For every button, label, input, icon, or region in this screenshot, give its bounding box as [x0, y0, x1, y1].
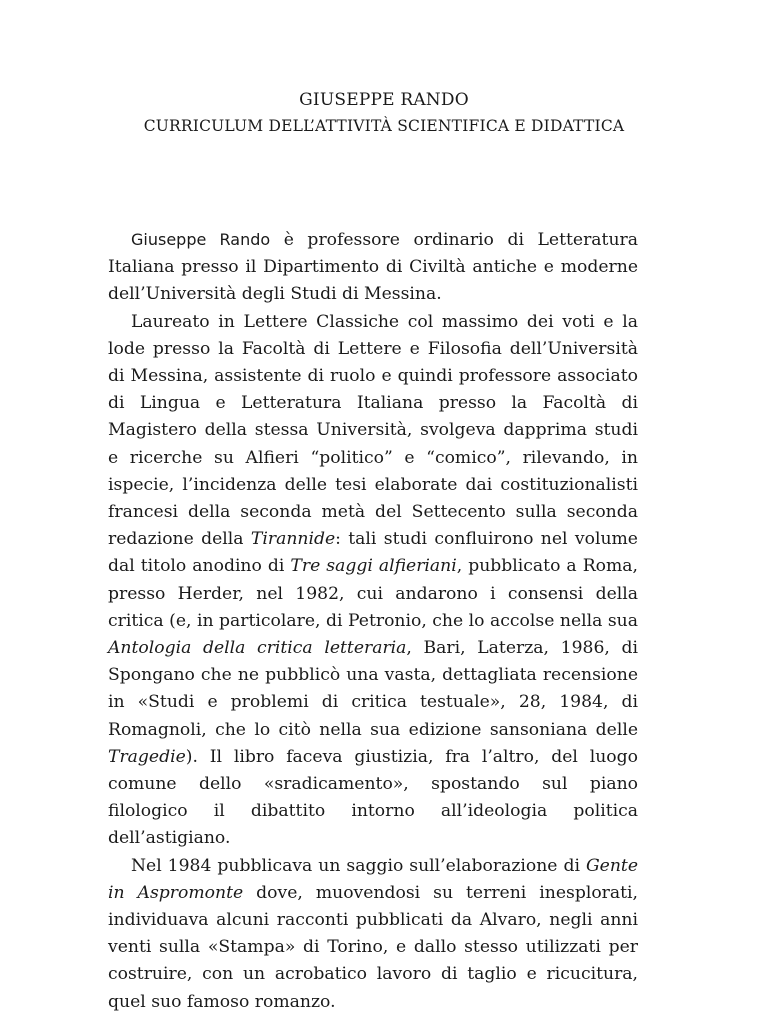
paragraph-3-text-b: dove, muovendosi su terreni inesplorati, individuava alcuni racconti pubblicati da Alvaro, negli anni venti sulla «Stampa» di Torino, e dallo stesso utilizzati per costruire, con un acrobatico lavoro di taglio e ricucitura, quel suo famoso romanzo. — [108, 882, 638, 1012]
paragraph-2-text-b: : tali studi confluirono nel volume dal titolo anodino di — [108, 529, 638, 577]
paragraph-1-text: è professore ordinario di Letteratura Italiana presso il Dipartimento di Civiltà antiche e moderne dell’Università degli Studi di Messina. — [108, 230, 638, 305]
paragraph-3-text-a: Nel 1984 pubblicava un saggio sull’elaborazione di — [131, 855, 586, 876]
author-name: Giuseppe Rando — [131, 230, 271, 249]
paragraph-2-text-a: Laureato in Lettere Classiche col massimo dei voti e la lode presso la Facoltà di Lettere e Filosofia dell’Università di Messina, assistente di ruolo e quindi professore associato di Lingua e Letteratura Italiana presso la Facoltà di Magistero della stessa Università, svolgeva dapprima studi e ricerche su Alfieri “politico” e “comico”, rilevando, in ispecie, l’incidenza delle tesi elaborate dai costituzionalisti francesi della seconda metà del Settecento sulla seconda redazione della — [108, 311, 638, 550]
document-body — [108, 226, 638, 1016]
paragraph-2-text-c: , pubblicato a Roma, presso Herder, nel 1982, cui andarono i consensi della critica (e, in particolare, di Petronio, che lo accolse nella sua — [108, 556, 638, 631]
page-subtitle: CURRICULUM DELL’ATTIVITÀ SCIENTIFICA E DIDATTICA — [143, 117, 625, 135]
paragraph-2-text-e: ). Il libro faceva giustizia, fra l’altro, del luogo comune dello «sradicamento», spostando sul piano filologico il dibattito intorno all’ideologia politica dell’astigiano. — [108, 746, 638, 849]
title-tragedie: Tragedie — [108, 746, 186, 767]
title-gente-in-aspromonte: Gente in Aspromonte — [108, 855, 638, 903]
title-tirannide: Tirannide — [250, 529, 336, 550]
paragraph-2-text-d: , Bari, Laterza, 1986, di Spongano che ne pubblicò una vasta, dettagliata recensione in «Studi e problemi di critica testuale», 28, 1984, di Romagnoli, che lo citò nella sua edizione sansoniana delle — [108, 638, 639, 740]
paragraph-3 — [108, 853, 638, 1016]
title-antologia: Antologia della critica letteraria — [108, 638, 407, 659]
paragraph-1 — [108, 226, 638, 309]
paragraph-2 — [108, 309, 638, 853]
page-title: GIUSEPPE RANDO — [299, 90, 469, 110]
title-tre-saggi: Tre saggi alfieriani — [290, 556, 457, 577]
